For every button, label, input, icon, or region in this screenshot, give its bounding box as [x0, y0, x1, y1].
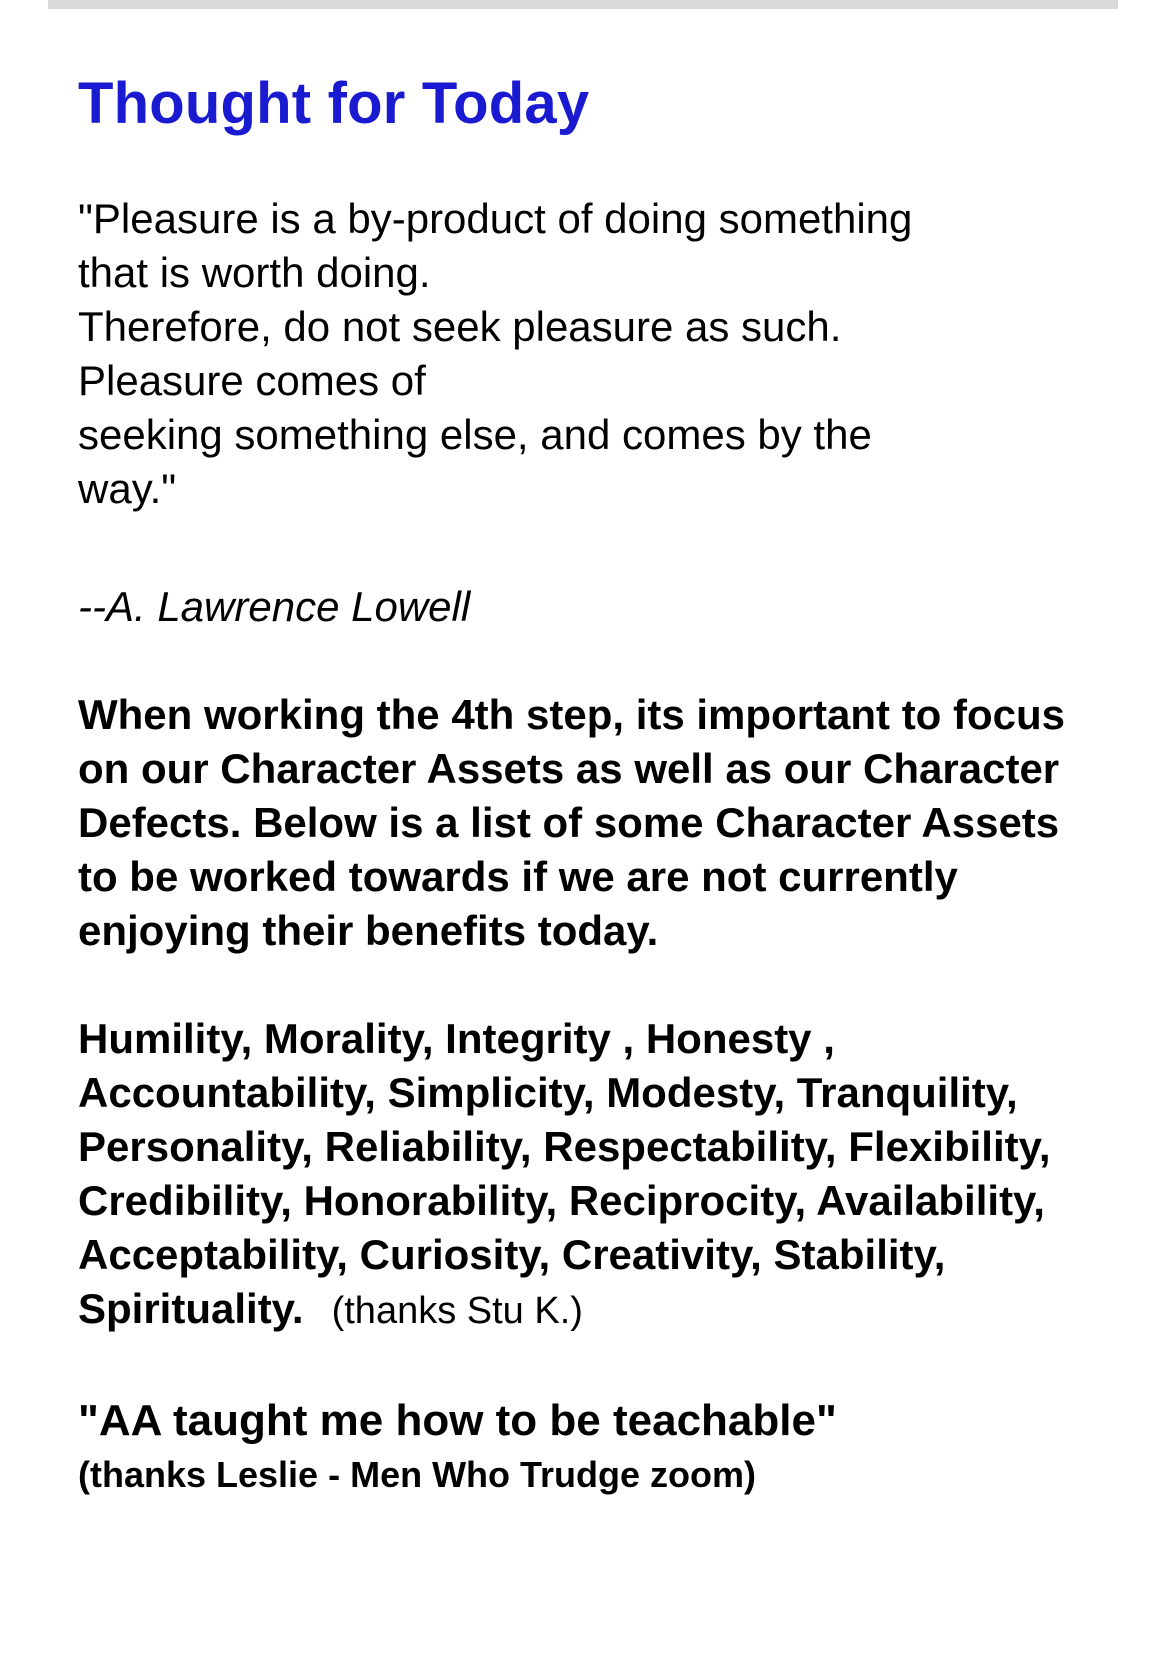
assets-list: Humility, Morality, Integrity , Honesty , Accountability, Simplicity, Modesty, Tranquility, Personality, Reliability, Respectability, Flexibility, Credibility, Honorability, Reciprocity, Availability, Acceptability, Curiosity, Creativity, Stability, Spirituality.	[78, 1015, 1051, 1332]
assets-paragraph	[78, 1012, 1088, 1338]
quote-author: --A. Lawrence Lowell	[78, 583, 471, 630]
top-divider-bar	[48, 0, 1118, 9]
quote-line: "Pleasure is a by-product of doing something	[78, 195, 913, 242]
article-content	[78, 70, 1088, 1502]
quote-line: way."	[78, 465, 177, 512]
quote-line: that is worth doing.	[78, 249, 431, 296]
closing-credit: (thanks Leslie - Men Who Trudge zoom)	[78, 1454, 757, 1495]
quote-line: Therefore, do not seek pleasure as such.	[78, 303, 842, 350]
quote-line: Pleasure comes of	[78, 357, 426, 404]
quote-line: seeking something else, and comes by the	[78, 411, 872, 458]
closing-quote: "AA taught me how to be teachable"	[78, 1396, 837, 1445]
quote-block	[78, 192, 1088, 516]
step-paragraph: When working the 4th step, its important to focus on our Character Assets as well as our Character Defects. Below is a list of some Character Assets to be worked towards if we are not currently enjoying their benefits today.	[78, 691, 1066, 954]
assets-thanks: (thanks Stu K.)	[331, 1290, 583, 1332]
page-title: Thought for Today	[78, 71, 590, 136]
